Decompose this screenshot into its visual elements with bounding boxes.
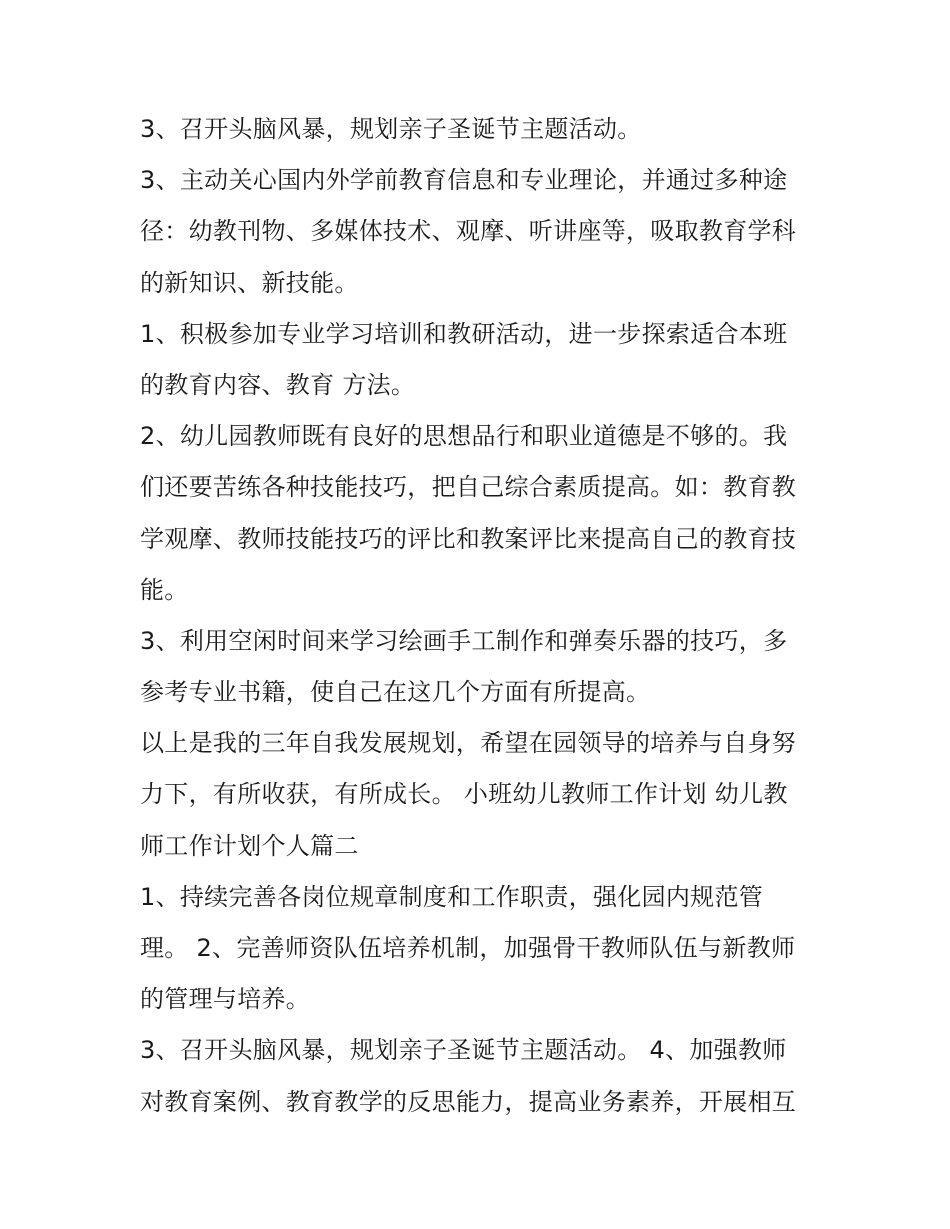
text-line: 参考专业书籍，使自己在这几个方面有所提高。 [140,678,651,707]
text-line: 3、召开头脑风暴，规划亲子圣诞节主题活动。 4、加强教师 [140,1036,787,1065]
text-line: 对教育案例、教育教学的反思能力，提高业务素养，开展相互 [140,1087,797,1116]
text-line: 们还要苦练各种技能技巧，把自己综合素质提高。如：教育教 [140,473,797,502]
text-line: 1、持续完善各岗位规章制度和工作职责，强化园内规范管 [140,882,764,911]
document-body [140,104,820,1128]
text-line: 3、召开头脑风暴，规划亲子圣诞节主题活动。 [140,115,642,143]
text-line: 2、幼儿园教师既有良好的思想品行和职业道德是不够的。我 [140,422,788,451]
text-line: 1、积极参加专业学习培训和教研活动，进一步探索适合本班 [140,319,788,348]
text-line: 理。 2、完善师资队伍培养机制，加强骨干教师队伍与新教师 [140,934,796,962]
text-line: 力下，有所收获，有所成长。 小班幼儿教师工作计划 幼儿教 [140,780,788,809]
text-line: 3、利用空闲时间来学习绘画手工制作和弹奏乐器的技巧，多 [140,626,788,655]
text-line: 以上是我的三年自我发展规划，希望在园领导的培养与自身努 [140,729,797,758]
text-line: 学观摩、教师技能技巧的评比和教案评比来提高自己的教育技 [140,524,797,553]
text-line: 的教育内容、教育 方法。 [140,370,416,399]
text-line: 能。 [140,575,189,604]
text-line: 3、主动关心国内外学前教育信息和专业理论，并通过多种途 [140,166,788,195]
text-line: 径：幼教刊物、多媒体技术、观摩、听讲座等，吸取教育学科 [140,217,797,246]
text-line: 的管理与培养。 [140,985,311,1014]
text-line: 师工作计划个人篇二 [140,831,359,860]
text-line: 的新知识、新技能。 [140,268,359,297]
